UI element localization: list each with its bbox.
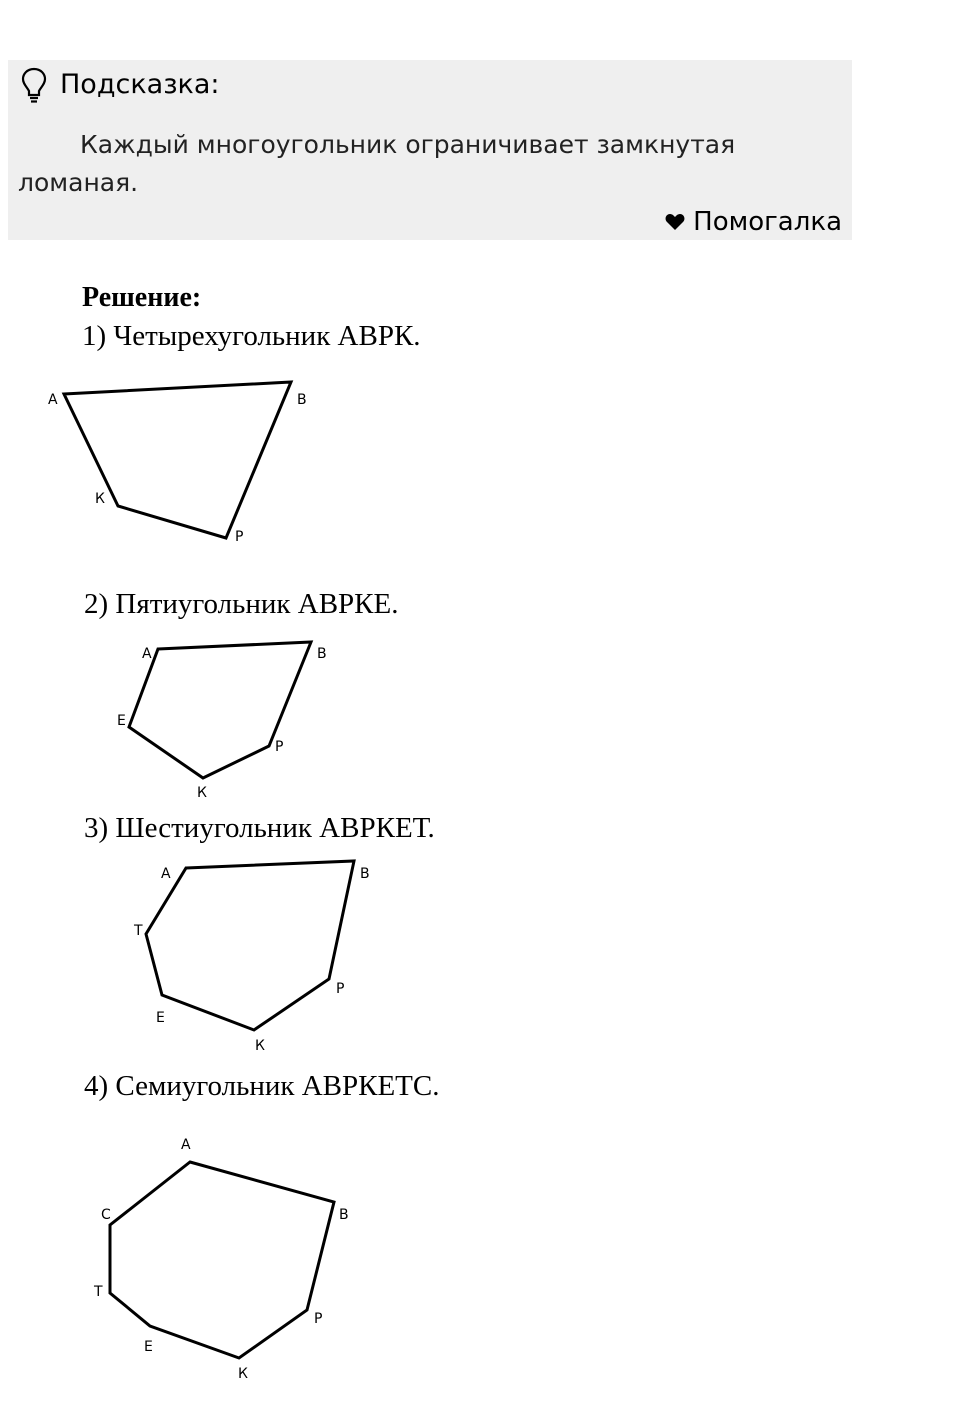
step-2-label: 2) Пятиугольник АВРКЕ. xyxy=(84,588,399,620)
step-4-label: 4) Семиугольник АВРКЕТС. xyxy=(84,1070,440,1102)
helper-label: Помогалка xyxy=(693,207,842,237)
vertex-label: Т xyxy=(134,923,143,939)
vertex-label: В xyxy=(339,1207,349,1223)
figure-hexagon xyxy=(133,861,370,1054)
pentagon-outline xyxy=(129,642,311,778)
vertex-label: К xyxy=(238,1366,248,1382)
figure-heptagon xyxy=(93,1137,349,1382)
heptagon-outline xyxy=(110,1162,334,1358)
step-3-label: 3) Шестиугольник АВРКЕТ. xyxy=(84,812,435,844)
vertex-label: Р xyxy=(314,1311,323,1327)
vertex-label: В xyxy=(317,646,327,662)
vertex-label: А xyxy=(161,866,171,882)
quadrilateral-outline xyxy=(64,382,291,538)
figure-quadrilateral xyxy=(48,382,307,545)
vertex-label: Р xyxy=(275,739,284,755)
vertex-label: К xyxy=(255,1038,265,1054)
vertex-label: Е xyxy=(156,1010,165,1026)
vertex-label: Р xyxy=(336,981,345,997)
vertex-label: В xyxy=(360,866,370,882)
hint-title: Подсказка: xyxy=(60,69,220,100)
vertex-label: Е xyxy=(144,1339,153,1355)
vertex-label: Р xyxy=(235,529,244,545)
vertex-label: Т xyxy=(94,1284,103,1300)
step-1-label: 1) Четырехугольник АВРК. xyxy=(82,320,421,352)
vertex-label: А xyxy=(181,1137,191,1153)
solution-title: Решение: xyxy=(82,282,202,313)
vertex-label: В xyxy=(297,392,307,408)
vertex-label: К xyxy=(95,491,105,507)
figure-pentagon xyxy=(117,642,327,801)
vertex-label: А xyxy=(142,646,152,662)
vertex-label: С xyxy=(101,1207,111,1223)
vertex-label: А xyxy=(48,392,58,408)
vertex-label: К xyxy=(197,785,207,801)
hint-text: Каждый многоугольник ограничивает замкнутая ломаная. xyxy=(18,130,736,197)
vertex-label: Е xyxy=(117,713,126,729)
hexagon-outline xyxy=(146,861,354,1030)
